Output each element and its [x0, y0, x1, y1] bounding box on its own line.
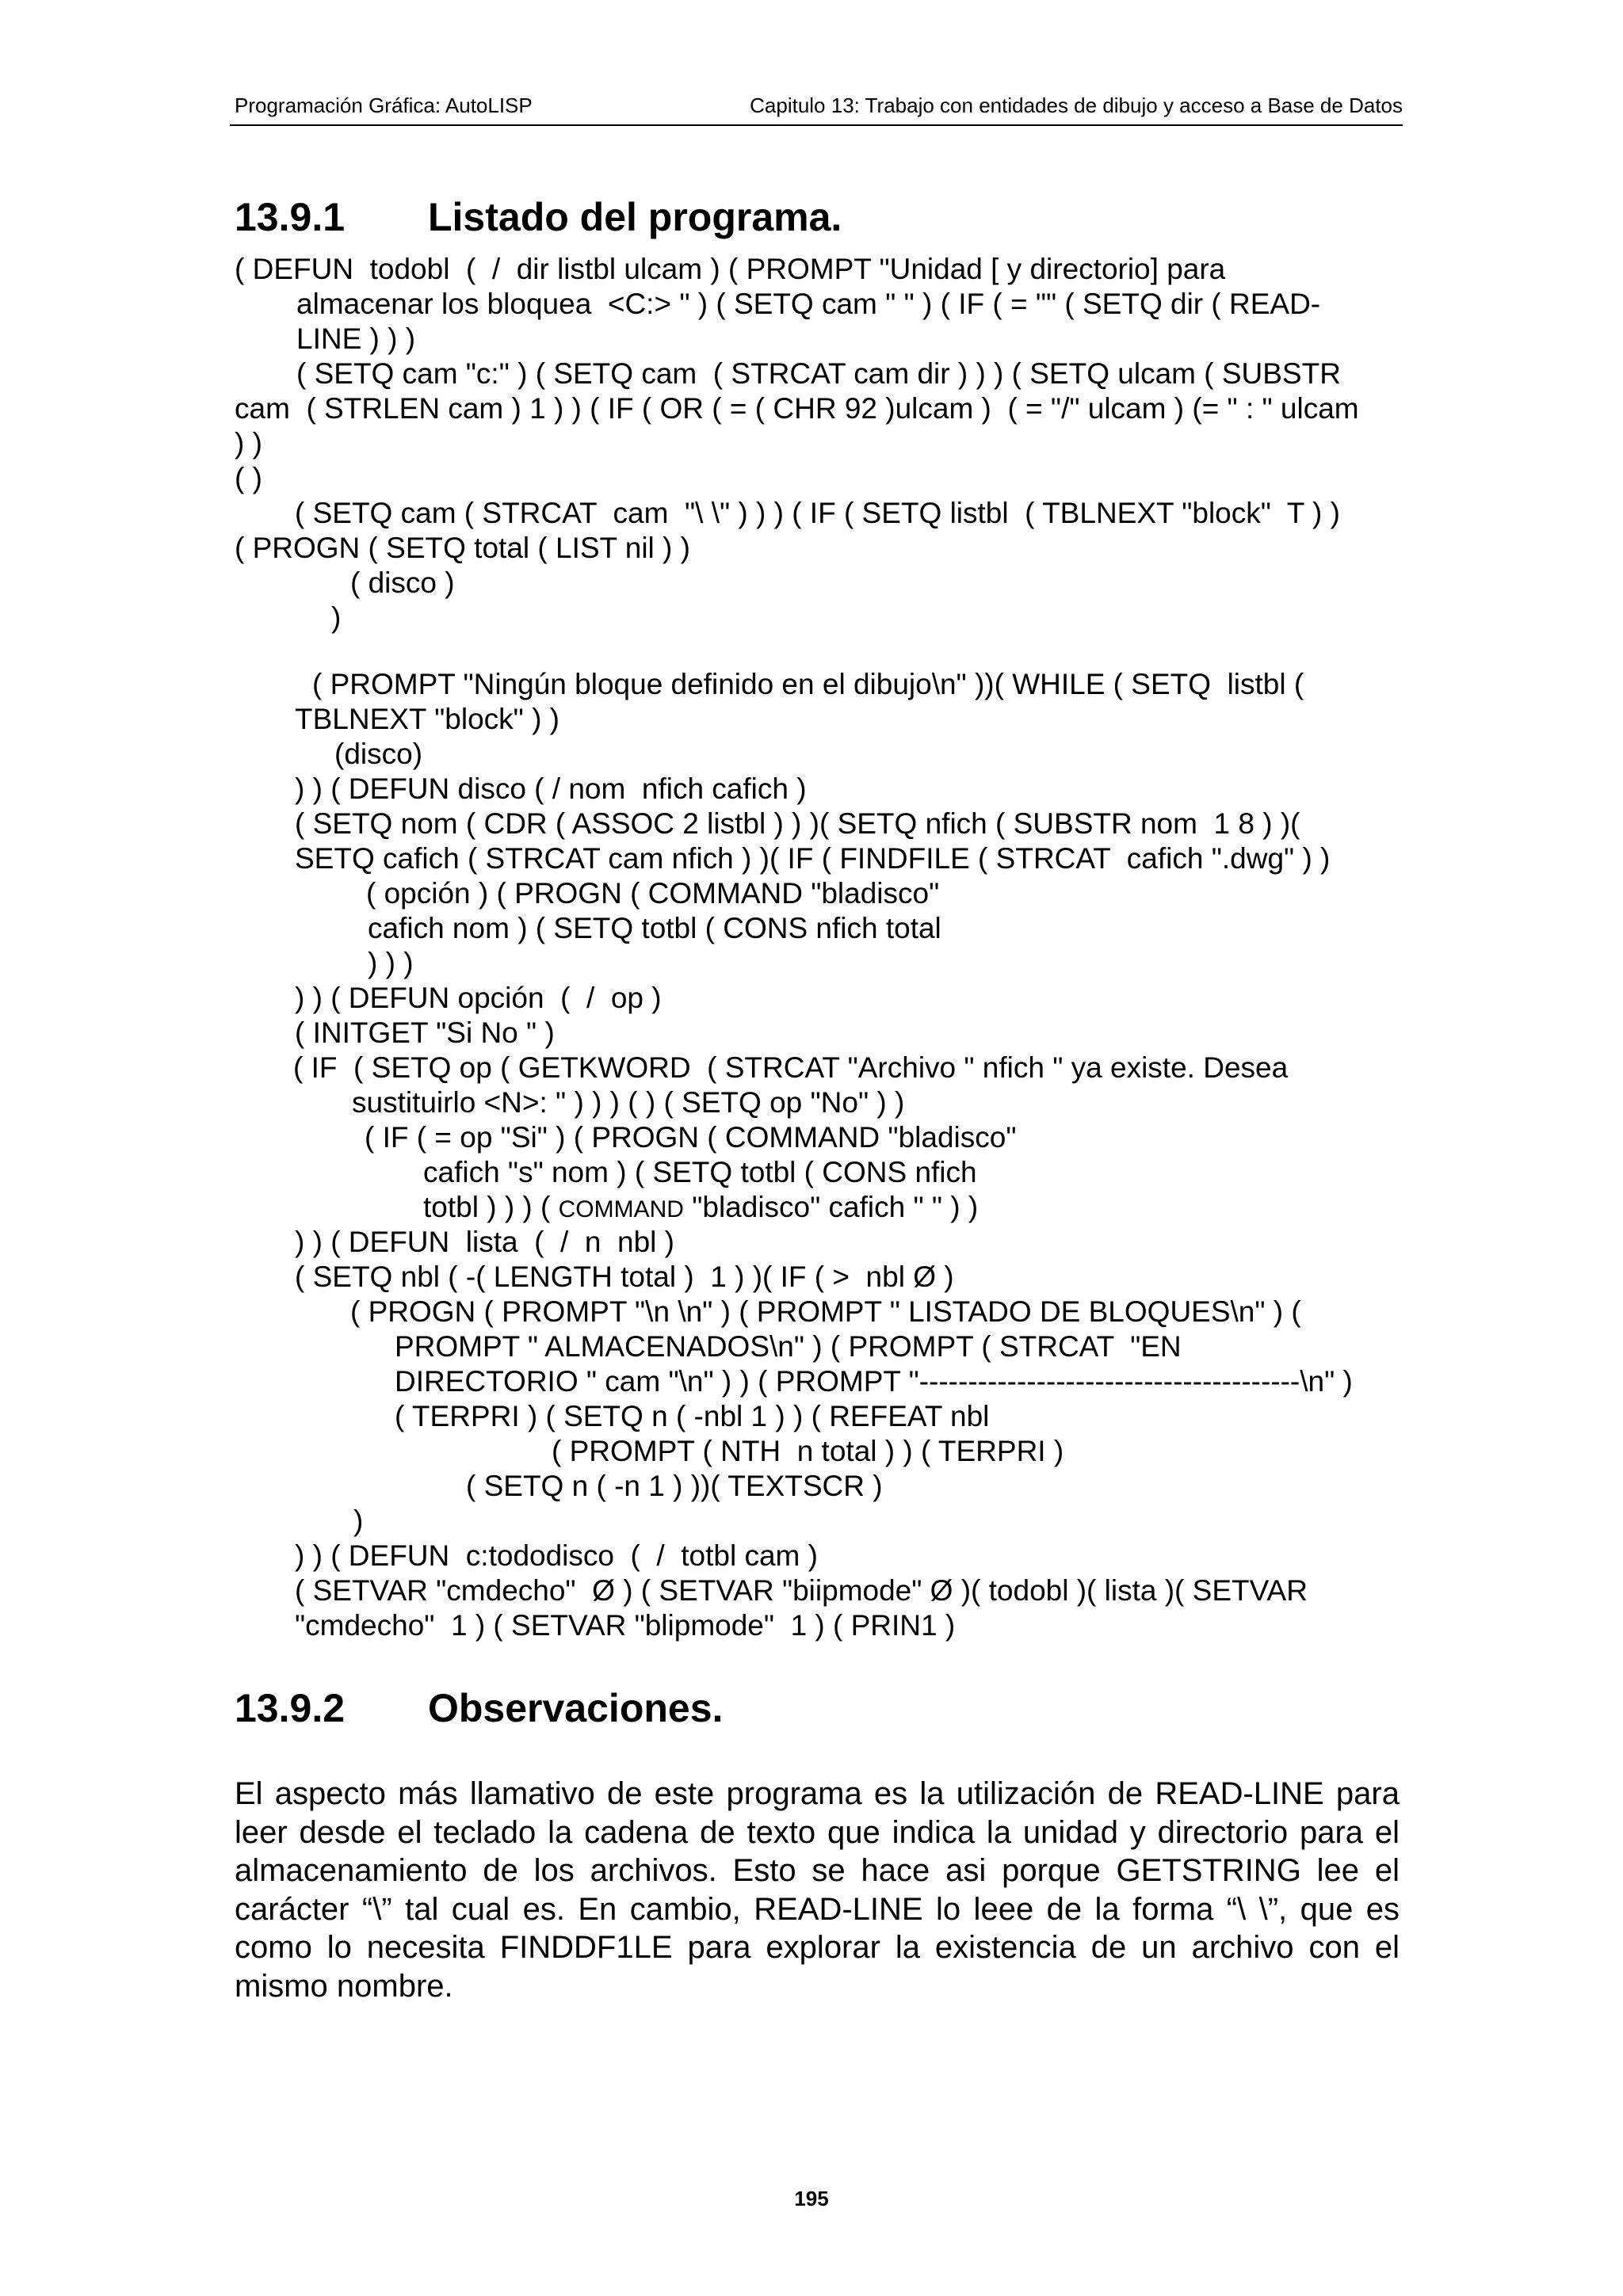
code-line: DIRECTORIO " cam "\n" ) ) ( PROMPT "---------------------------------------\n" ) [395, 1365, 1353, 1398]
code-line: ( SETQ n ( -n 1 ) ))( TEXTSCR ) [466, 1470, 883, 1502]
code-segment: totbl ) ) ) ( [423, 1191, 559, 1223]
code-listing [235, 252, 1400, 1643]
code-segment: "bladisco" cafich " " ) ) [683, 1191, 979, 1223]
code-line: SETQ cafich ( STRCAT cam nfich ) )( IF ( FINDFILE ( STRCAT cafich ".dwg" ) ) [295, 842, 1331, 875]
section-heading-observaciones [235, 1684, 723, 1732]
code-line: ) ) ( DEFUN lista ( / n nbl ) [295, 1226, 674, 1258]
code-keyword-smallcaps: COMMAND [558, 1196, 684, 1222]
code-line: ) ) ( DEFUN c:tododisco ( / totbl cam ) [295, 1539, 818, 1572]
code-line: ( IF ( SETQ op ( GETKWORD ( STRCAT "Archivo " nfich " ya existe. Desea [293, 1051, 1289, 1084]
header-rule [230, 124, 1403, 126]
running-header-left: Programación Gráfica: AutoLISP [235, 93, 533, 117]
code-line: ( IF ( = op "Si" ) ( PROGN ( COMMAND "bladisco" [365, 1121, 1017, 1154]
section-number: 13.9.2 [235, 1686, 346, 1730]
code-line: cam ( STRLEN cam ) 1 ) ) ( IF ( OR ( = ( CHR 92 )ulcam ) ( = "/" ulcam ) (= " : " ulcam [235, 392, 1359, 425]
code-line: ( disco ) [350, 566, 455, 599]
code-line: ) [331, 601, 342, 634]
code-line: ) ) ( DEFUN disco ( / nom nfich cafich ) [295, 772, 807, 805]
code-line: ) ) [235, 427, 262, 460]
code-line: ( ) [235, 462, 262, 494]
section-heading-listado [235, 193, 842, 241]
code-line: ) ) ( DEFUN opción ( / op ) [295, 982, 662, 1014]
code-line: ( PROMPT ( NTH n total ) ) ( TERPRI ) [552, 1435, 1064, 1467]
code-line: almacenar los bloquea <C:> " ) ( SETQ cam " " ) ( IF ( = "" ( SETQ dir ( READ- [296, 288, 1321, 320]
code-line: ) [353, 1505, 364, 1537]
code-line: ( SETQ cam ( STRCAT cam "\ \" ) ) ) ( IF ( SETQ listbl ( TBLNEXT "block" T ) ) [295, 497, 1340, 529]
page-number: 195 [794, 2187, 829, 2210]
code-line [235, 1190, 1400, 1225]
running-header-right: Capitulo 13: Trabajo con entidades de dibujo y acceso a Base de Datos [750, 93, 1403, 117]
code-line: ( INITGET "Si No " ) [295, 1016, 555, 1049]
code-line: ) ) ) [368, 947, 414, 979]
observations-paragraph: El aspecto más llamativo de este programa es la utilización de READ-LINE para leer desde el teclado la cadena de texto que indica la unidad y directorio para el almacenamiento de los archivos. Esto se hace asi porque GETSTRING lee el carácter “\” tal cual es. En cambio, READ-LINE lo leee de la forma “\ \”, que es como lo necesita FINDDF1LE para explorar la existencia de un archivo con el mismo nombre. [235, 1776, 1400, 2004]
code-line: ( SETQ nom ( CDR ( ASSOC 2 listbl ) ) )( SETQ nfich ( SUBSTR nom 1 8 ) )( [295, 807, 1300, 840]
code-line: ( TERPRI ) ( SETQ n ( -nbl 1 ) ) ( REFEAT nbl [395, 1400, 990, 1432]
code-line: ( SETVAR "cmdecho" Ø ) ( SETVAR "biipmode" Ø )( todobl )( lista )( SETVAR [295, 1574, 1308, 1607]
code-line: TBLNEXT "block" ) ) [295, 703, 559, 735]
code-line: LINE ) ) ) [296, 322, 416, 355]
code-line: ( PROMPT "Ningún bloque definido en el dibujo\n" ))( WHILE ( SETQ listbl ( [312, 668, 1304, 700]
code-line: ( DEFUN todobl ( / dir listbl ulcam ) ( PROMPT "Unidad [ y directorio] para [235, 253, 1226, 285]
code-line: "cmdecho" 1 ) ( SETVAR "blipmode" 1 ) ( PRIN1 ) [295, 1609, 956, 1642]
code-line: PROMPT " ALMACENADOS\n" ) ( PROMPT ( STRCAT "EN [395, 1330, 1182, 1363]
code-line: cafich "s" nom ) ( SETQ totbl ( CONS nfich [423, 1156, 977, 1188]
section-title: Observaciones. [428, 1686, 724, 1730]
section-number: 13.9.1 [235, 195, 346, 239]
code-line: (disco) [334, 738, 423, 770]
code-line: ( SETQ cam "c:" ) ( SETQ cam ( STRCAT cam dir ) ) ) ( SETQ ulcam ( SUBSTR [296, 357, 1341, 390]
code-line: sustituirlo <N>: " ) ) ) ( ) ( SETQ op "No" ) ) [352, 1086, 905, 1119]
code-line: ( PROGN ( SETQ total ( LIST nil ) ) [235, 532, 690, 564]
code-line: cafich nom ) ( SETQ totbl ( CONS nfich total [368, 912, 941, 944]
code-line: ( SETQ nbl ( -( LENGTH total ) 1 ) )( IF ( > nbl Ø ) [295, 1261, 954, 1293]
code-line: ( PROGN ( PROMPT "\n \n" ) ( PROMPT " LISTADO DE BLOQUES\n" ) ( [350, 1295, 1301, 1328]
section-title: Listado del programa. [428, 195, 842, 239]
code-line: ( opción ) ( PROGN ( COMMAND "bladisco" [366, 877, 940, 910]
